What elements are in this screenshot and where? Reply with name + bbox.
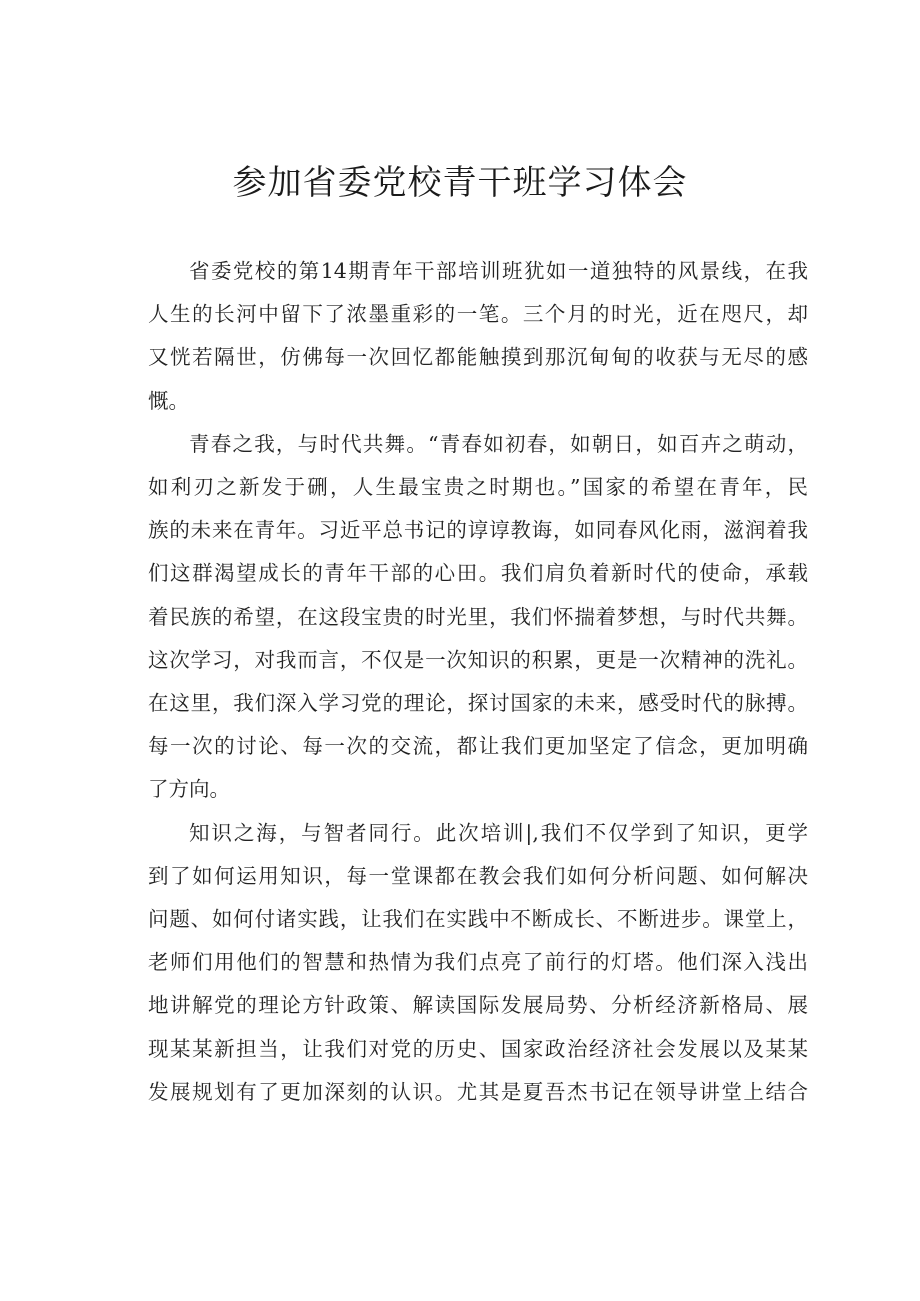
paragraph-line: 省委党校的第14期青年干部培训班犹如一道独特的风景线，在我: [189, 259, 808, 283]
paragraph-line: 如利刃之新发于硎，人生最宝贵之时期也。”国家的希望在青年，民: [148, 475, 808, 500]
document-body: [148, 250, 808, 1114]
paragraph-line: 人生的长河中留下了浓墨重彩的一笔。三个月的时光，近在咫尺，却: [148, 302, 808, 327]
paragraph-line: 到了如何运用知识，每一堂课都在教会我们如何分析问题、如何解决: [148, 863, 808, 888]
paragraph-2: [148, 423, 808, 812]
paragraph-1: [148, 250, 808, 423]
paragraph-line: 现某某新担当，让我们对党的历史、国家政治经济社会发展以及某某: [148, 1036, 808, 1061]
paragraph-line: 在这里，我们深入学习党的理论，探讨国家的未来，感受时代的脉搏。: [148, 691, 808, 716]
paragraph-line: 这次学习，对我而言，不仅是一次知识的积累，更是一次精神的洗礼。: [148, 647, 808, 672]
paragraph-3: [148, 812, 808, 1114]
paragraph-line: 问题、如何付诸实践，让我们在实践中不断成长、不断进步。课堂上，: [148, 907, 808, 932]
paragraph-line: 地讲解党的理论方针政策、解读国际发展局势、分析经济新格局、展: [148, 993, 808, 1018]
paragraph-line: 每一次的讨论、每一次的交流，都让我们更加坚定了信念，更加明确: [148, 734, 808, 759]
paragraph-line: 知识之海，与智者同行。此次培训|,我们不仅学到了知识，更学: [189, 820, 808, 845]
paragraph-line: 慨。: [148, 388, 189, 413]
paragraph-line: 老师们用他们的智慧和热情为我们点亮了前行的灯塔。他们深入浅出: [148, 950, 808, 975]
paragraph-line: 青春之我，与时代共舞。“青春如初春，如朝日，如百卉之萌动，: [189, 431, 808, 456]
paragraph-line: 又恍若隔世，仿佛每一次回忆都能触摸到那沉甸甸的收获与无尽的感: [148, 345, 808, 370]
document-title: 参加省委党校青干班学习体会: [232, 163, 688, 203]
paragraph-line: 了方向。: [148, 777, 230, 802]
paragraph-line: 们这群渴望成长的青年干部的心田。我们肩负着新时代的使命，承载: [148, 561, 808, 586]
paragraph-line: 族的未来在青年。习近平总书记的谆谆教诲，如同春风化雨，滋润着我: [148, 518, 808, 543]
paragraph-line: 着民族的希望，在这段宝贵的时光里，我们怀揣着梦想，与时代共舞。: [148, 604, 808, 629]
paragraph-line: 发展规划有了更加深刻的认识。尤其是夏吾杰书记在领导讲堂上结合: [148, 1079, 808, 1104]
